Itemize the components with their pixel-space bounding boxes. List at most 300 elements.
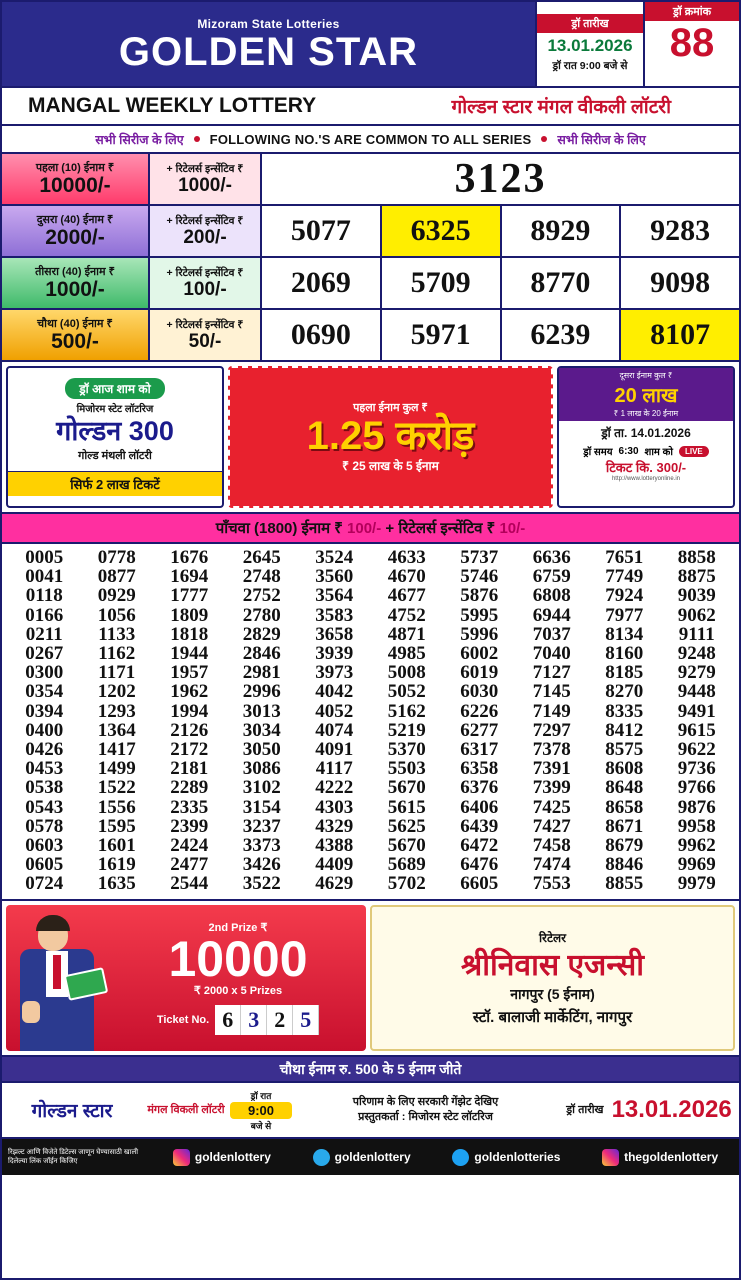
incentive-amount: 1000/- [178,175,232,197]
grid-number: 7425 [532,796,571,818]
winner-ticket-row [157,1005,319,1035]
grid-number: 8270 [605,681,644,703]
retailer-panel [370,905,735,1051]
grid-number: 3583 [315,604,354,626]
grid-number: 1417 [97,738,136,760]
prize-label-cell [2,206,150,256]
grid-number: 0400 [25,719,64,741]
grid-number: 1676 [170,547,209,569]
prize-amount: 1000/- [45,278,105,302]
promo-first-prize-note: ₹ 25 लाख के 5 ईनाम [342,459,439,473]
grid-number: 0724 [25,873,64,895]
promo-ticket-price-label: टिकट कि. [605,460,653,475]
grid-number: 3086 [242,758,281,780]
grid-number: 6636 [532,547,571,569]
grid-number: 1522 [97,777,136,799]
prize-numbers [262,258,739,308]
grid-number: 8671 [605,815,644,837]
promo-draw-date-value: 14.01.2026 [630,426,691,440]
social-link[interactable] [173,1149,271,1166]
footer-draw-date-value: 13.01.2026 [611,1096,732,1124]
footer [2,1083,739,1139]
grid-number: 8846 [605,854,644,876]
grid-number: 9039 [677,585,716,607]
grid-number: 4042 [315,681,354,703]
grid-number: 7145 [532,681,571,703]
grid-number: 9062 [677,604,716,626]
grid-number: 9279 [677,662,716,684]
grid-number: 3522 [242,873,281,895]
grid-number: 2748 [242,566,281,588]
retailer-address: स्टॉ. बालाजी मार्केटिंग, नागपुर [472,1009,633,1027]
grid-number: 8575 [605,738,644,760]
grid-number: 4388 [315,834,354,856]
grid-number: 0005 [25,547,64,569]
grid-number: 9491 [677,700,716,722]
grid-number: 7040 [532,643,571,665]
grid-number: 5702 [387,873,426,895]
grid-number: 4303 [315,796,354,818]
number-table [8,548,733,893]
grid-number: 2181 [170,758,209,780]
promo-title: गोल्डन 300 [56,416,174,447]
winner-ticket-number [215,1005,319,1035]
grid-number: 3373 [242,834,281,856]
prize-number: 8770 [502,258,622,308]
header [2,2,739,88]
grid-number: 2829 [242,623,281,645]
grid-number: 4629 [315,873,354,895]
common-series-bar [2,126,739,154]
grid-number: 0300 [25,662,64,684]
header-brand [2,2,535,86]
grid-number: 7399 [532,777,571,799]
prize-number: 6239 [502,310,622,360]
grid-number: 5008 [387,662,426,684]
grid-number: 6277 [460,719,499,741]
table-row [8,663,733,682]
promo-first-prize-amount: 1.25 करोड़ [306,414,475,458]
grid-number: 4677 [387,585,426,607]
ticket-digit: 3 [241,1005,267,1035]
prize-number: 8929 [502,206,622,256]
grid-number: 3564 [315,585,354,607]
grid-number: 3524 [315,547,354,569]
grid-number: 3013 [242,700,281,722]
grid-number: 6406 [460,796,499,818]
grid-number: 3034 [242,719,281,741]
table-row [8,644,733,663]
prize-label: चौथा (40) ईनाम ₹ [37,318,113,331]
footer-note [292,1095,559,1126]
prize-numbers [262,206,739,256]
grid-number: 2996 [242,681,281,703]
grid-number: 7427 [532,815,571,837]
fifth-prize-label: पाँचवा (1800) ईनाम ₹ [215,520,343,537]
table-row [8,836,733,855]
incentive-label: + रिटेलर्स इन्सेंटिव ₹ [166,319,244,332]
prize-label-cell [2,258,150,308]
grid-number: 7749 [605,566,644,588]
social-handle: goldenlottery [194,1150,271,1165]
grid-number: 9736 [677,758,716,780]
lottery-name-hi: गोल्डन स्टार मंगल वीकली लॉटरी [451,97,671,118]
grid-number: 0394 [25,700,64,722]
grid-number: 4091 [315,738,354,760]
grid-number: 1556 [97,796,136,818]
prize-row [2,258,739,310]
grid-number: 0578 [25,815,64,837]
grid-number: 5995 [460,604,499,626]
prize-row [2,154,739,206]
grid-number: 8412 [605,719,644,741]
grid-number: 3237 [242,815,281,837]
prize-label: पहला (10) ईनाम ₹ [35,162,115,175]
grid-number: 9766 [677,777,716,799]
grid-number: 2424 [170,834,209,856]
grid-number: 1944 [170,643,209,665]
social-link[interactable] [602,1149,718,1166]
table-row [8,567,733,586]
grid-number: 2780 [242,604,281,626]
grid-number: 3973 [315,662,354,684]
grid-number: 0118 [25,585,63,607]
grid-number: 0354 [25,681,64,703]
grid-number: 1777 [170,585,209,607]
grid-number: 1994 [170,700,209,722]
grid-number: 1694 [170,566,209,588]
grid-number: 7651 [605,547,644,569]
grid-number: 6472 [460,834,499,856]
draw-time-note: ड्रॉ रात 9:00 बजे से [552,59,628,72]
grid-number: 2399 [170,815,209,837]
grid-number: 1056 [97,604,136,626]
grid-number: 3102 [242,777,281,799]
prize-label-cell [2,310,150,360]
grid-number: 1202 [97,681,136,703]
fifth-prize-amount: 100/- [347,519,382,537]
grid-number: 6759 [532,566,571,588]
grid-number: 9615 [677,719,716,741]
common-left-label: सभी सिरीज के लिए [95,132,184,147]
draw-number-value: 88 [669,21,715,65]
grid-number: 2172 [170,738,209,760]
draw-number-block [643,2,739,86]
grid-number: 6002 [460,643,499,665]
incentive-label: + रिटेलर्स इन्सेंटिव ₹ [166,267,244,280]
incentive-cell [150,154,262,204]
promo-draw-time-row [559,444,733,458]
promo-second-prize-amount: 20 लाख [614,385,678,407]
grid-number: 9979 [677,873,716,895]
grid-number: 0453 [25,758,64,780]
winner-prize-note: ₹ 2000 x 5 Prizes [193,985,283,998]
grid-number: 1601 [97,834,136,856]
twitter-icon [452,1149,469,1166]
prize-amount: 500/- [51,330,99,354]
prize-label-cell [2,154,150,204]
grid-number: 0877 [97,566,136,588]
grid-number: 8160 [605,643,644,665]
grid-number: 5876 [460,585,499,607]
incentive-label: + रिटेलर्स इन्सेंटिव ₹ [166,215,244,228]
incentive-label: + रिटेलर्स इन्सेंटिव ₹ [166,163,244,176]
table-row [8,702,733,721]
grid-number: 9962 [677,834,716,856]
prize-label: तीसरा (40) ईनाम ₹ [35,266,115,279]
grid-number: 1171 [98,662,136,684]
promo-draw-tag: ड्रॉ आज शाम को [65,378,164,399]
social-link[interactable] [452,1149,560,1166]
live-badge[interactable]: LIVE [679,446,709,457]
table-row [8,548,733,567]
grid-number: 7458 [532,834,571,856]
ticket-digit: 5 [293,1005,319,1035]
grid-number: 4633 [387,547,426,569]
grid-number: 5996 [460,623,499,645]
retailer-label: रिटेलर [538,931,567,946]
grid-number: 2645 [242,547,281,569]
grid-number: 6226 [460,700,499,722]
promo-draw-date [559,421,733,444]
grid-number: 5737 [460,547,499,569]
promo-banner [2,362,739,514]
incentive-amount: 200/- [183,227,227,249]
grid-number: 0929 [97,585,136,607]
ticket-digit: 2 [267,1005,293,1035]
grid-number: 9958 [677,815,716,837]
table-row [8,759,733,778]
prize-number: 0690 [262,310,382,360]
grid-number: 3050 [242,738,281,760]
grid-number: 9248 [677,643,716,665]
incentive-amount: 50/- [188,331,222,353]
grid-number: 5670 [387,834,426,856]
promo-second-prize [557,366,735,508]
table-row [8,721,733,740]
grid-number: 8335 [605,700,644,722]
table-row [8,778,733,797]
grid-number: 8134 [605,623,644,645]
grid-number: 5370 [387,738,426,760]
prize-number: 5971 [382,310,502,360]
grid-number: 5746 [460,566,499,588]
grid-number: 7474 [532,854,571,876]
prize-row [2,206,739,258]
grid-number: 6944 [532,604,571,626]
grid-number: 1818 [170,623,209,645]
grid-number: 5162 [387,700,426,722]
grid-number: 0778 [97,547,136,569]
bullet-icon [194,136,200,142]
grid-number: 5503 [387,758,426,780]
promo-draw-date-label: ड्रॉ ता. [601,426,628,440]
grid-number: 4117 [315,758,353,780]
lottery-name-en: MANGAL WEEKLY LOTTERY [28,94,317,117]
winner-prize-amount: 10000 [168,931,308,988]
grid-number: 8679 [605,834,644,856]
grid-number: 0605 [25,854,64,876]
winner-prize-info [110,905,366,1051]
prize-number-highlighted: 6325 [382,206,502,256]
grid-number: 9111 [678,623,715,645]
social-link[interactable] [313,1149,411,1166]
grid-number: 4670 [387,566,426,588]
grid-number: 7977 [605,604,644,626]
subheader [2,88,739,126]
grid-number: 7037 [532,623,571,645]
incentive-cell [150,206,262,256]
grid-number: 1595 [97,815,136,837]
winner-illustration-icon [6,905,110,1051]
retailer-city: नागपुर (5 ईनाम) [510,986,595,1003]
grid-number: 1133 [98,623,136,645]
grid-number: 6605 [460,873,499,895]
prize-amount: 2000/- [45,226,105,250]
promo-second-prize-note: ₹ 1 लाख के 20 ईनाम [613,409,679,418]
prize-numbers [262,310,739,360]
incentive-cell [150,310,262,360]
winner-prize-panel [6,905,366,1051]
grid-number: 0041 [25,566,64,588]
grid-number: 3560 [315,566,354,588]
grid-number: 7378 [532,738,571,760]
grid-number: 4329 [315,815,354,837]
winner-banner [2,901,739,1057]
grid-number: 7127 [532,662,571,684]
promo-first-prize [228,366,553,508]
footer-note-line2: प्रस्तुतकर्ता : मिजोरम स्टेट लॉटरिज [358,1111,493,1124]
prize-amount: 10000/- [39,174,111,198]
grid-number: 0543 [25,796,64,818]
bullet-icon [541,136,547,142]
grid-number: 0603 [25,834,64,856]
promo-state-line: मिजोरम स्टेट लॉटरिज [76,404,154,416]
table-row [8,874,733,893]
table-row [8,855,733,874]
instagram-icon [602,1149,619,1166]
table-row [8,586,733,605]
prize-number: 9098 [650,266,711,299]
grid-number: 6019 [460,662,499,684]
grid-number: 4871 [387,623,426,645]
grid-number: 6376 [460,777,499,799]
retailer-name: श्रीनिवास एजन्सी [460,949,645,983]
table-row [8,682,733,701]
promo-draw-time-label: ड्रॉ समय [583,447,613,458]
grid-number: 7297 [532,719,571,741]
promo-subtitle: गोल्ड मंथली लॉटरी [78,449,152,462]
prize-label: दुसरा (40) ईनाम ₹ [36,214,114,227]
grid-number: 4052 [315,700,354,722]
grid-number: 8875 [677,566,716,588]
grid-number: 6476 [460,854,499,876]
grid-number: 1962 [170,681,209,703]
grid-number: 6317 [460,738,499,760]
footer-draw-time-label: ड्रॉ रात [250,1090,272,1101]
grid-number: 3154 [242,796,281,818]
grid-number: 3426 [242,854,281,876]
fifth-prize-bar [2,514,739,544]
social-note: रिझल्ट आणि विजेते डिटेल्स जाणून घेण्यासाठी खाली दिलेल्या लिंक जॉईन किजिए [8,1149,139,1166]
table-row [8,740,733,759]
promo-draw-time-value: 6:30 [618,445,639,457]
grid-number: 3658 [315,623,354,645]
grid-number: 8858 [677,547,716,569]
grid-number: 4752 [387,604,426,626]
prize-number: 2069 [262,258,382,308]
prize-number: 5709 [382,258,502,308]
grid-number: 0166 [25,604,64,626]
grid-number: 4985 [387,643,426,665]
grid-number: 2477 [170,854,209,876]
social-handle: goldenlotteries [474,1150,561,1165]
instagram-icon [173,1149,190,1166]
fifth-prize-number-grid [2,544,739,901]
promo-url[interactable]: http://www.lotteryonline.in [611,476,681,482]
grid-number: 0538 [25,777,64,799]
table-row [8,625,733,644]
footer-lottery-name: मंगल विकली लॉटरी [147,1103,225,1116]
grid-number: 4409 [315,854,354,876]
social-handle: thegoldenlottery [624,1150,719,1165]
grid-number: 9622 [677,738,716,760]
grid-number: 0267 [25,643,64,665]
grid-number: 1499 [97,758,136,780]
grid-number: 5052 [387,681,426,703]
social-links [152,1149,739,1166]
promo-second-prize-head [559,368,733,421]
footer-logo: गोल्डन स्टार [31,1101,113,1123]
grid-number: 5615 [387,796,426,818]
table-row [8,797,733,816]
promo-ticket-price-value: 300/- [656,460,687,475]
grid-number: 9969 [677,854,716,876]
footer-draw-time [230,1089,292,1132]
state-line: Mizoram State Lotteries [197,17,340,31]
grid-number: 6358 [460,758,499,780]
draw-number-label: ड्रॉ क्रमांक [645,2,739,21]
grid-number: 3939 [315,643,354,665]
footer-draw-date-label: ड्रॉ तारीख [566,1103,604,1116]
grid-number: 5625 [387,815,426,837]
grid-number: 4074 [315,719,354,741]
table-row [8,606,733,625]
grid-number: 4222 [315,777,354,799]
footer-note-line1: परिणाम के लिए सरकारी गेंझेट देखिए [352,1095,499,1108]
footer-draw-date [559,1096,739,1124]
grid-number: 2752 [242,585,281,607]
footer-draw-time-value: 9:00 [230,1102,292,1119]
incentive-amount: 100/- [183,279,227,301]
promo-first-prize-label: पहला ईनाम कुल ₹ [353,402,428,414]
grid-number: 8185 [605,662,644,684]
draw-date-block [535,2,643,86]
grid-number: 5670 [387,777,426,799]
promo-draw-time-note: शाम को [644,447,673,458]
fifth-incentive-amount: 10/- [499,519,526,537]
common-right-label: सभी सिरीज के लिए [557,132,646,147]
grid-number: 1162 [98,643,136,665]
grid-number: 2126 [170,719,209,741]
winner-ticket-label: Ticket No. [156,1014,210,1027]
table-row [8,817,733,836]
prize-row [2,310,739,362]
grid-number: 6030 [460,681,499,703]
grid-number: 2544 [170,873,209,895]
grid-number: 6439 [460,815,499,837]
grid-number: 9876 [677,796,716,818]
